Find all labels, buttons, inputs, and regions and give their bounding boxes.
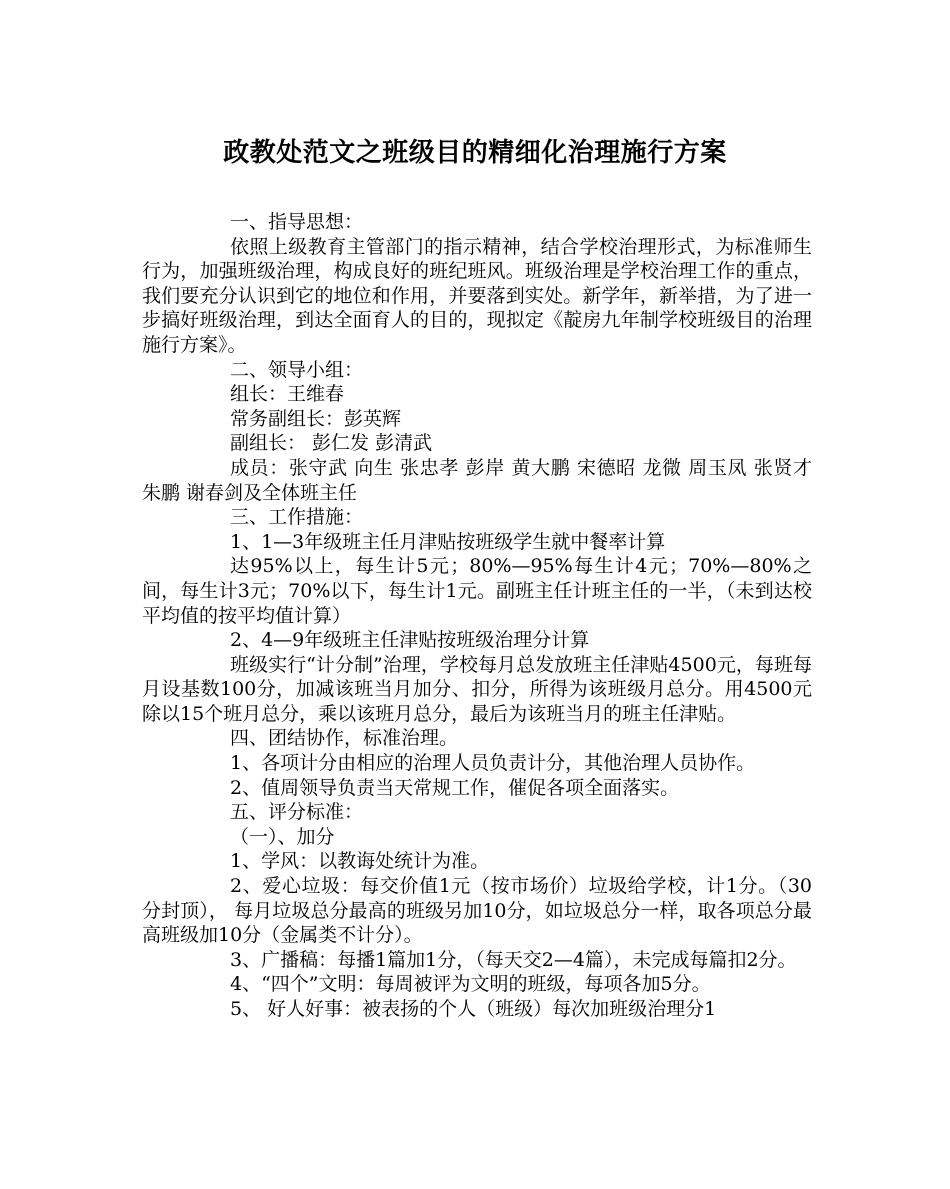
paragraph-measure-2: 2、4—9年级班主任津贴按班级治理分计算 (230, 629, 590, 652)
paragraph-guiding-thought: 依照上级教育主管部门的指示精神，结合学校治理形式，为标准师生行为，加强班级治理，构成良好的班纪班风。班级治理是学校治理工作的重点，我们要充分认识到它的地位和作用，并要落到实处。新学年，新举措，为了进一步搞好班级治理，到达全面育人的目的，现拟定《靛房九年制学校班级目的治理施行方案》。 (142, 235, 812, 356)
paragraph-measure-1-detail: 达95%以上，每生计5元；80%—95%每生计4元；70%—80%之间，每生计3元；70%以下，每生计1元。副班主任计班主任的一半，（未到达校平均值的按平均值计算） (142, 555, 812, 627)
section-heading-cooperation: 四、团结协作，标准治理。 (230, 727, 459, 750)
paragraph-bonus-5: 5、 好人好事：被表扬的个人（班级）每次加班级治理分1 (230, 998, 717, 1020)
paragraph-members: 成员：张守武 向生 张忠孝 彭岸 黄大鹏 宋德昭 龙微 周玉凤 张贤才 朱鹏 谢春剑及全体班主任 (142, 456, 812, 504)
paragraph-cooperation-2: 2、值周领导负责当天常规工作，催促各项全面落实。 (230, 776, 680, 799)
section-heading-leadership-group: 二、领导小组： (230, 358, 364, 381)
document-body (142, 210, 812, 1022)
paragraph-bonus-4: 4、“四个”文明：每周被评为文明的班级，每项各加5分。 (230, 973, 711, 996)
subsection-heading-bonus-points: （一）、加分 (230, 825, 335, 848)
section-heading-scoring-standard: 五、评分标准： (230, 801, 364, 824)
paragraph-deputy-leaders: 副组长： 彭仁发 彭清武 (230, 432, 433, 455)
paragraph-cooperation-1: 1、各项计分由相应的治理人员负责计分，其他治理人员协作。 (230, 752, 756, 775)
paragraph-executive-deputy: 常务副组长：彭英辉 (230, 407, 402, 430)
paragraph-bonus-1: 1、学风：以教诲处统计为准。 (230, 850, 490, 873)
section-heading-work-measures: 三、工作措施： (230, 506, 364, 529)
section-heading-guiding-thought: 一、指导思想： (230, 211, 364, 233)
paragraph-group-leader: 组长：王维春 (230, 383, 345, 406)
paragraph-measure-2-detail: 班级实行“计分制”治理，学校每月总发放班主任津贴4500元，每班每月设基数100分，加减该班当月加分、扣分，所得为该班级月总分。用4500元除以15个班月总分，乘以该班月总分，最后为该班当月的班主任津贴。 (142, 653, 812, 725)
paragraph-measure-1: 1、1—3年级班主任月津贴按班级学生就中餐率计算 (230, 530, 666, 553)
document-title: 政教处范文之班级目的精细化治理施行方案 (223, 138, 727, 168)
paragraph-bonus-2: 2、爱心垃圾：每交价值1元（按市场价）垃圾给学校，计1分。（30分封顶）， 每月垃圾总分最高的班级另加10分，如垃圾总分一样，取各项总分最高班级加10分（金属类不计分）。 (142, 875, 812, 947)
paragraph-bonus-3: 3、广播稿：每播1篇加1分，（每天交2—4篇），未完成每篇扣2分。 (230, 948, 797, 971)
